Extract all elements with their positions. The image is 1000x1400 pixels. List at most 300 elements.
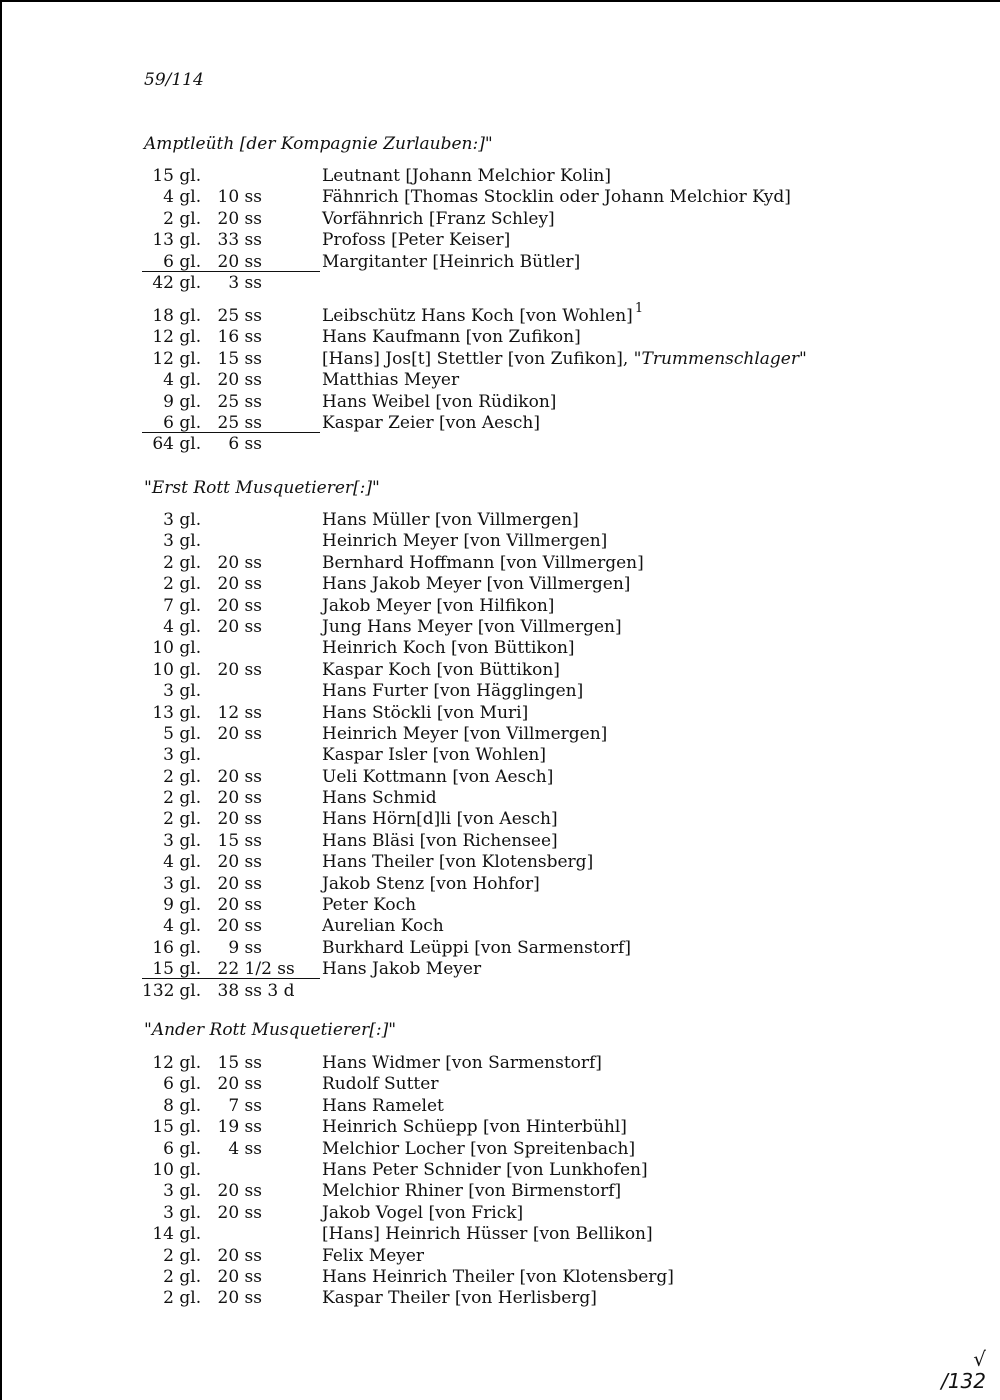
gulden-value: 3 [163, 830, 174, 851]
amount [142, 166, 320, 187]
ledger-row [142, 370, 902, 391]
gulden-unit: gl. [174, 230, 202, 251]
amount [142, 703, 320, 724]
schilling-value: 20 [217, 1181, 240, 1202]
amount [142, 959, 320, 979]
gulden-unit: gl. [174, 980, 202, 1001]
schilling-unit: ss [239, 327, 262, 348]
amount [142, 510, 320, 531]
page-reference: 59/114 [144, 70, 204, 90]
ledger-row [142, 209, 902, 230]
amount [142, 916, 320, 937]
schilling-value: 20 [217, 1288, 240, 1309]
ledger-row [142, 349, 902, 370]
gulden-unit: gl. [174, 1181, 202, 1202]
ledger-row [142, 938, 902, 959]
gulden-unit: gl. [174, 616, 202, 637]
schilling-unit: ss [239, 1095, 262, 1116]
subtotal-amount [142, 981, 320, 1002]
person-name-text: [Hans] Jos[t] Stettler [von Zufikon], [322, 348, 629, 369]
ledger-row [142, 1160, 902, 1181]
schilling-unit: ss [239, 370, 262, 391]
handwritten-folio-mark: √ /132 [941, 1347, 986, 1393]
gulden-unit: gl. [174, 1288, 202, 1309]
gulden-unit: gl. [174, 937, 202, 958]
schilling-value: 20 [217, 659, 240, 680]
schilling-unit: ss [239, 251, 262, 272]
schilling-unit: ss [239, 1074, 262, 1095]
gulden-unit: gl. [174, 1266, 202, 1287]
schilling-value: 20 [217, 595, 240, 616]
gulden-unit: gl. [174, 895, 202, 916]
ledger-row [142, 1096, 902, 1117]
person-name: Margitanter [Heinrich Bütler] [322, 251, 581, 272]
gulden-value: 4 [163, 616, 174, 637]
amount [142, 788, 320, 809]
ledger-row [142, 638, 902, 659]
gulden-unit: gl. [174, 306, 202, 326]
person-name: Bernhard Hoffmann [von Villmergen] [322, 552, 644, 573]
gulden-value: 64 [152, 434, 174, 455]
gulden-value: 2 [163, 552, 174, 573]
gulden-unit: gl. [174, 788, 202, 809]
gulden-unit: gl. [174, 251, 202, 272]
gulden-unit: gl. [174, 348, 202, 369]
amount [142, 681, 320, 702]
schilling-unit: ss [239, 306, 262, 326]
amount [142, 1117, 320, 1138]
schilling-unit: ss [239, 937, 262, 958]
amount [142, 230, 320, 251]
gulden-value: 2 [163, 1266, 174, 1287]
schilling-value: 20 [217, 1074, 240, 1095]
person-name: Hans Kaufmann [von Zufikon] [322, 327, 581, 348]
schilling-value: 20 [217, 873, 240, 894]
gulden-unit: gl. [174, 208, 202, 229]
person-name: Vorfähnrich [Franz Schley] [322, 208, 555, 229]
schilling-unit: ss [239, 1288, 262, 1309]
person-name: Kaspar Theiler [von Herlisberg] [322, 1288, 597, 1309]
ledger-row [142, 531, 902, 552]
schilling-unit: ss [239, 1202, 262, 1223]
gulden-value: 2 [163, 766, 174, 787]
subtotal-row [142, 434, 902, 455]
schilling-value: 20 [217, 895, 240, 916]
person-name: Melchior Rhiner [von Birmenstorf] [322, 1181, 622, 1202]
ledger-row [142, 660, 902, 681]
gulden-value: 2 [163, 809, 174, 830]
nickname: "Trummenschlager" [633, 348, 807, 369]
person-name: Heinrich Meyer [von Villmergen] [322, 531, 608, 552]
gulden-value: 4 [163, 370, 174, 391]
ledger-row [142, 1288, 902, 1309]
person-name: Felix Meyer [322, 1245, 425, 1266]
person-name: Aurelian Koch [322, 916, 444, 937]
schilling-unit: ss 3 d [239, 980, 295, 1001]
person-name: Hans Theiler [von Klotensberg] [322, 852, 594, 873]
amount [142, 531, 320, 552]
schilling-unit: 1/2 ss [239, 959, 295, 980]
gulden-value: 2 [163, 1288, 174, 1309]
schilling-unit: ss [239, 348, 262, 369]
gulden-value: 7 [163, 595, 174, 616]
gulden-unit: gl. [174, 659, 202, 680]
gulden-value: 12 [152, 1053, 174, 1073]
schilling-unit: ss [239, 1053, 262, 1073]
gulden-value: 10 [152, 1159, 174, 1180]
gulden-unit: gl. [174, 873, 202, 894]
amount [142, 370, 320, 391]
schilling-value: 20 [217, 723, 240, 744]
person-name: Jung Hans Meyer [von Villmergen] [322, 616, 622, 637]
amount [142, 745, 320, 766]
ledger-row [142, 413, 902, 434]
person-name: [Hans] Heinrich Hüsser [von Bellikon] [322, 1224, 653, 1245]
amount [142, 831, 320, 852]
gulden-unit: gl. [174, 531, 202, 552]
amount [142, 392, 320, 413]
schilling-unit: ss [239, 723, 262, 744]
schilling-unit: ss [239, 873, 262, 894]
ledger-row [142, 1117, 902, 1138]
schilling-unit: ss [239, 852, 262, 873]
schilling-unit: ss [239, 1181, 262, 1202]
gulden-value: 3 [163, 745, 174, 766]
gulden-unit: gl. [174, 1117, 202, 1138]
amount [142, 1246, 320, 1267]
person-name [322, 349, 807, 370]
person-name: Heinrich Koch [von Büttikon] [322, 638, 575, 659]
ledger-row [142, 187, 902, 208]
ledger-row [142, 959, 902, 980]
section-heading-erst-rott: "Erst Rott Musquetierer[:]" [144, 478, 380, 498]
amount [142, 574, 320, 595]
subtotal-amount [142, 273, 320, 294]
person-name: Jakob Meyer [von Hilfikon] [322, 595, 555, 616]
amount [142, 1267, 320, 1288]
person-name: Heinrich Meyer [von Villmergen] [322, 723, 608, 744]
gulden-unit: gl. [174, 1202, 202, 1223]
amount [142, 895, 320, 916]
schilling-unit: ss [239, 412, 262, 433]
gulden-value: 3 [163, 681, 174, 702]
schilling-value: 20 [217, 208, 240, 229]
amount [142, 1096, 320, 1117]
gulden-value: 3 [163, 510, 174, 530]
gulden-value: 3 [163, 1181, 174, 1202]
gulden-unit: gl. [174, 412, 202, 433]
person-name: Hans Ramelet [322, 1095, 444, 1116]
gulden-value: 4 [163, 916, 174, 937]
schilling-value: 7 [228, 1095, 240, 1116]
gulden-unit: gl. [174, 510, 202, 530]
schilling-unit: ss [239, 574, 262, 595]
subtotal-row [142, 981, 902, 1002]
schilling-value: 25 [217, 412, 240, 433]
amount [142, 809, 320, 830]
gulden-unit: gl. [174, 638, 202, 659]
schilling-unit: ss [239, 1266, 262, 1287]
ledger-row [142, 1139, 902, 1160]
person-name: Heinrich Schüepp [von Hinterbühl] [322, 1117, 627, 1138]
ledger-row [142, 230, 902, 251]
amount [142, 1053, 320, 1074]
subtotal-row [142, 273, 902, 294]
schilling-unit: ss [239, 595, 262, 616]
person-name: Matthias Meyer [322, 370, 460, 391]
schilling-value: 20 [217, 1266, 240, 1287]
amount [142, 874, 320, 895]
ledger-group-officers [142, 166, 902, 294]
amount [142, 596, 320, 617]
person-name: Hans Stöckli [von Muri] [322, 702, 529, 723]
ledger-row [142, 301, 902, 327]
ledger-row [142, 252, 902, 273]
gulden-value: 12 [152, 327, 174, 348]
schilling-value: 3 [228, 272, 240, 293]
gulden-unit: gl. [174, 959, 202, 980]
amount [142, 1224, 320, 1245]
amount [142, 252, 320, 272]
gulden-unit: gl. [174, 391, 202, 412]
gulden-unit: gl. [174, 681, 202, 702]
ledger-row [142, 553, 902, 574]
amount [142, 1203, 320, 1224]
schilling-unit: ss [239, 616, 262, 637]
schilling-value: 20 [217, 1245, 240, 1266]
amount [142, 209, 320, 230]
gulden-value: 15 [152, 959, 174, 980]
gulden-unit: gl. [174, 766, 202, 787]
schilling-value: 19 [217, 1117, 240, 1138]
gulden-value: 10 [152, 659, 174, 680]
ledger-row [142, 767, 902, 788]
ledger-row [142, 1267, 902, 1288]
person-name: Jakob Stenz [von Hohfor] [322, 873, 540, 894]
gulden-unit: gl. [174, 745, 202, 766]
gulden-value: 2 [163, 788, 174, 809]
person-name: Rudolf Sutter [322, 1074, 439, 1095]
amount [142, 1288, 320, 1309]
amount [142, 1160, 320, 1181]
schilling-value: 16 [217, 327, 240, 348]
person-name: Hans Furter [von Hägglingen] [322, 681, 584, 702]
person-name: Hans Hörn[d]li [von Aesch] [322, 809, 558, 830]
footnote-marker: 1 [634, 301, 644, 316]
ledger-row [142, 724, 902, 745]
gulden-value: 9 [163, 895, 174, 916]
gulden-unit: gl. [174, 1074, 202, 1095]
gulden-unit: gl. [174, 166, 202, 186]
schilling-value: 6 [228, 434, 240, 455]
schilling-value: 20 [217, 766, 240, 787]
amount [142, 349, 320, 370]
gulden-unit: gl. [174, 1224, 202, 1245]
gulden-value: 14 [152, 1224, 174, 1245]
schilling-unit: ss [239, 391, 262, 412]
amount [142, 617, 320, 638]
gulden-unit: gl. [174, 852, 202, 873]
person-name-text: Leibschütz Hans Koch [von Wohlen] [322, 306, 633, 326]
gulden-unit: gl. [174, 552, 202, 573]
person-name: Hans Jakob Meyer [von Villmergen] [322, 574, 631, 595]
gulden-value: 3 [163, 873, 174, 894]
schilling-value: 15 [217, 1053, 240, 1073]
amount [142, 852, 320, 873]
schilling-value: 25 [217, 391, 240, 412]
schilling-value: 20 [217, 916, 240, 937]
schilling-value: 20 [217, 852, 240, 873]
amount [142, 413, 320, 433]
gulden-value: 15 [152, 166, 174, 186]
amount [142, 767, 320, 788]
person-name: Hans Bläsi [von Richensee] [322, 830, 558, 851]
gulden-unit: gl. [174, 272, 202, 293]
ledger-row [142, 681, 902, 702]
gulden-value: 13 [152, 230, 174, 251]
schilling-unit: ss [239, 1138, 262, 1159]
ledger-row [142, 327, 902, 348]
gulden-unit: gl. [174, 916, 202, 937]
subtotal-amount [142, 434, 320, 455]
ledger-row [142, 1246, 902, 1267]
scan-border-top [0, 0, 1000, 2]
amount [142, 660, 320, 681]
amount [142, 1139, 320, 1160]
person-name: Kaspar Isler [von Wohlen] [322, 745, 546, 766]
person-name: Hans Müller [von Villmergen] [322, 510, 579, 530]
person-name [322, 301, 644, 328]
gulden-value: 4 [163, 852, 174, 873]
person-name: Hans Peter Schnider [von Lunkhofen] [322, 1159, 648, 1180]
person-name: Peter Koch [322, 895, 417, 916]
gulden-value: 8 [163, 1095, 174, 1116]
ledger-row [142, 788, 902, 809]
amount [142, 306, 320, 327]
gulden-unit: gl. [174, 723, 202, 744]
schilling-value: 22 [217, 959, 240, 980]
gulden-unit: gl. [174, 327, 202, 348]
person-name: Jakob Vogel [von Frick] [322, 1202, 524, 1223]
schilling-unit: ss [239, 659, 262, 680]
gulden-unit: gl. [174, 595, 202, 616]
amount [142, 1181, 320, 1202]
ledger-row [142, 895, 902, 916]
ledger-row [142, 392, 902, 413]
person-name: Kaspar Zeier [von Aesch] [322, 412, 540, 433]
schilling-unit: ss [239, 272, 262, 293]
gulden-unit: gl. [174, 1138, 202, 1159]
schilling-unit: ss [239, 766, 262, 787]
gulden-unit: gl. [174, 187, 202, 208]
schilling-value: 20 [217, 788, 240, 809]
gulden-value: 132 [142, 980, 175, 1001]
gulden-value: 9 [163, 391, 174, 412]
person-name: Profoss [Peter Keiser] [322, 230, 511, 251]
schilling-value: 20 [217, 251, 240, 272]
schilling-unit: ss [239, 230, 262, 251]
schilling-value: 33 [217, 230, 240, 251]
person-name: Melchior Locher [von Spreitenbach] [322, 1138, 636, 1159]
gulden-value: 6 [163, 251, 174, 272]
schilling-value: 38 [217, 980, 240, 1001]
amount [142, 187, 320, 208]
ledger-row [142, 874, 902, 895]
schilling-value: 20 [217, 1202, 240, 1223]
ledger-row [142, 510, 902, 531]
schilling-unit: ss [239, 552, 262, 573]
schilling-unit: ss [239, 788, 262, 809]
gulden-value: 42 [152, 272, 174, 293]
amount [142, 724, 320, 745]
gulden-value: 2 [163, 208, 174, 229]
schilling-value: 20 [217, 616, 240, 637]
ledger-row [142, 703, 902, 724]
amount [142, 1074, 320, 1095]
ledger-row [142, 1074, 902, 1095]
schilling-value: 25 [217, 306, 240, 326]
schilling-value: 20 [217, 574, 240, 595]
ledger-group-staff [142, 301, 902, 456]
schilling-value: 20 [217, 370, 240, 391]
gulden-unit: gl. [174, 574, 202, 595]
gulden-value: 5 [163, 723, 174, 744]
gulden-value: 12 [152, 348, 174, 369]
gulden-unit: gl. [174, 1095, 202, 1116]
schilling-value: 9 [228, 937, 240, 958]
amount [142, 938, 320, 959]
schilling-unit: ss [239, 830, 262, 851]
schilling-unit: ss [239, 187, 262, 208]
amount [142, 327, 320, 348]
schilling-value: 20 [217, 552, 240, 573]
gulden-unit: gl. [174, 809, 202, 830]
gulden-value: 6 [163, 412, 174, 433]
ledger-row [142, 166, 902, 187]
ledger-row [142, 1203, 902, 1224]
gulden-value: 16 [152, 937, 174, 958]
gulden-unit: gl. [174, 830, 202, 851]
gulden-unit: gl. [174, 434, 202, 455]
ledger-group-erst-rott [142, 510, 902, 1002]
schilling-unit: ss [239, 434, 262, 455]
ledger-row [142, 809, 902, 830]
ledger-row [142, 852, 902, 873]
gulden-unit: gl. [174, 1159, 202, 1180]
gulden-value: 2 [163, 574, 174, 595]
ledger-row [142, 617, 902, 638]
amount [142, 553, 320, 574]
schilling-unit: ss [239, 1117, 262, 1138]
schilling-unit: ss [239, 208, 262, 229]
person-name: Kaspar Koch [von Büttikon] [322, 659, 560, 680]
ledger-row [142, 745, 902, 766]
person-name: Hans Weibel [von Rüdikon] [322, 391, 557, 412]
person-name: Hans Schmid [322, 788, 437, 809]
person-name: Fähnrich [Thomas Stocklin oder Johann Melchior Kyd] [322, 187, 791, 208]
schilling-unit: ss [239, 702, 262, 723]
schilling-value: 15 [217, 830, 240, 851]
gulden-value: 13 [152, 702, 174, 723]
gulden-unit: gl. [174, 1053, 202, 1073]
schilling-unit: ss [239, 895, 262, 916]
gulden-value: 4 [163, 187, 174, 208]
section-heading-amptleuth: Amptleüth [der Kompagnie Zurlauben:]" [144, 134, 493, 154]
schilling-value: 20 [217, 809, 240, 830]
ledger-row [142, 916, 902, 937]
gulden-value: 6 [163, 1138, 174, 1159]
person-name: Hans Jakob Meyer [322, 959, 482, 980]
